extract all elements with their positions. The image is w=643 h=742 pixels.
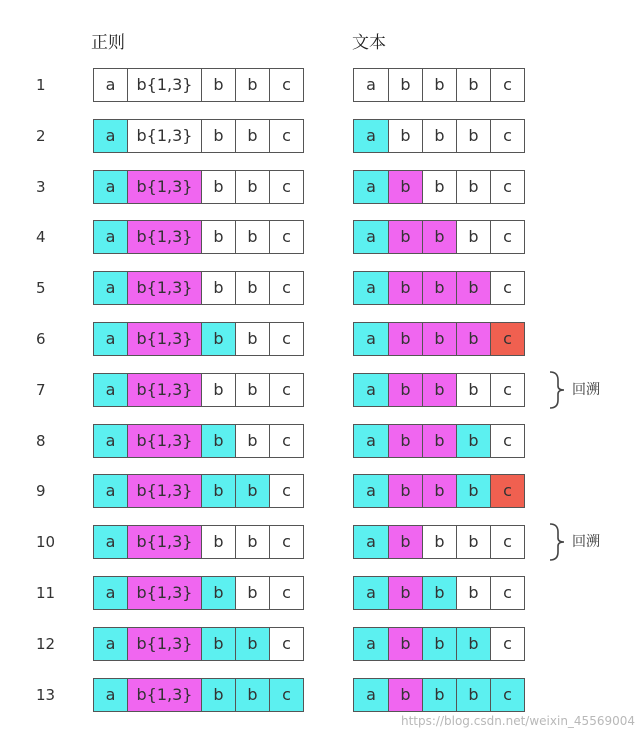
regex-cell: b bbox=[235, 69, 269, 101]
regex-cell: c bbox=[269, 475, 303, 507]
text-cell: b bbox=[456, 120, 490, 152]
text-cell: b bbox=[456, 374, 490, 406]
regex-cell: a bbox=[94, 323, 127, 355]
text-cell: c bbox=[490, 120, 524, 152]
text-cell: c bbox=[490, 628, 524, 660]
regex-cell: b bbox=[235, 679, 269, 711]
text-strip bbox=[353, 170, 525, 204]
text-cell: a bbox=[354, 475, 388, 507]
regex-cell: b bbox=[235, 272, 269, 304]
text-cell: a bbox=[354, 323, 388, 355]
regex-cell: c bbox=[269, 221, 303, 253]
text-cell: b bbox=[422, 272, 456, 304]
regex-strip bbox=[93, 322, 304, 356]
regex-cell: c bbox=[269, 526, 303, 558]
text-cell: b bbox=[388, 374, 422, 406]
regex-cell: b bbox=[235, 577, 269, 609]
text-cell: c bbox=[490, 69, 524, 101]
text-strip bbox=[353, 576, 525, 610]
text-cell: b bbox=[456, 221, 490, 253]
row-number: 13 bbox=[36, 686, 56, 704]
text-cell: a bbox=[354, 526, 388, 558]
regex-cell: b{1,3} bbox=[127, 475, 201, 507]
regex-cell: b{1,3} bbox=[127, 628, 201, 660]
regex-cell: c bbox=[269, 323, 303, 355]
text-cell: b bbox=[388, 577, 422, 609]
text-cell: b bbox=[388, 475, 422, 507]
text-cell: c bbox=[490, 272, 524, 304]
text-strip bbox=[353, 424, 525, 458]
text-cell: b bbox=[456, 526, 490, 558]
text-cell: b bbox=[422, 526, 456, 558]
regex-cell: b bbox=[201, 323, 235, 355]
text-cell: b bbox=[456, 628, 490, 660]
regex-cell: b{1,3} bbox=[127, 374, 201, 406]
text-cell: c bbox=[490, 526, 524, 558]
regex-cell: b{1,3} bbox=[127, 272, 201, 304]
regex-cell: b bbox=[235, 323, 269, 355]
regex-strip bbox=[93, 271, 304, 305]
regex-cell: a bbox=[94, 628, 127, 660]
text-cell: b bbox=[422, 577, 456, 609]
row-number: 7 bbox=[36, 381, 46, 399]
text-strip bbox=[353, 220, 525, 254]
text-cell: a bbox=[354, 69, 388, 101]
regex-strip bbox=[93, 119, 304, 153]
text-cell: a bbox=[354, 120, 388, 152]
text-cell: c bbox=[490, 679, 524, 711]
text-cell: b bbox=[456, 323, 490, 355]
text-cell: b bbox=[388, 171, 422, 203]
regex-cell: b{1,3} bbox=[127, 526, 201, 558]
regex-cell: b bbox=[201, 272, 235, 304]
text-strip bbox=[353, 373, 525, 407]
text-strip bbox=[353, 271, 525, 305]
text-cell: b bbox=[388, 679, 422, 711]
regex-strip bbox=[93, 678, 304, 712]
text-column-header: 文本 bbox=[352, 33, 386, 53]
regex-cell: b bbox=[235, 221, 269, 253]
regex-cell: a bbox=[94, 475, 127, 507]
regex-cell: a bbox=[94, 171, 127, 203]
text-cell: a bbox=[354, 679, 388, 711]
regex-cell: b bbox=[201, 577, 235, 609]
text-cell: c bbox=[490, 374, 524, 406]
text-cell: c bbox=[490, 323, 524, 355]
row-number: 10 bbox=[36, 533, 56, 551]
text-cell: c bbox=[490, 577, 524, 609]
regex-strip bbox=[93, 474, 304, 508]
text-cell: a bbox=[354, 425, 388, 457]
regex-strip bbox=[93, 525, 304, 559]
regex-cell: a bbox=[94, 221, 127, 253]
regex-cell: b{1,3} bbox=[127, 69, 201, 101]
text-cell: b bbox=[422, 425, 456, 457]
regex-cell: a bbox=[94, 272, 127, 304]
regex-cell: a bbox=[94, 425, 127, 457]
regex-strip bbox=[93, 373, 304, 407]
regex-cell: b{1,3} bbox=[127, 679, 201, 711]
text-cell: b bbox=[422, 628, 456, 660]
text-cell: c bbox=[490, 171, 524, 203]
text-cell: b bbox=[422, 374, 456, 406]
brace-icon bbox=[546, 370, 570, 410]
text-cell: a bbox=[354, 171, 388, 203]
regex-cell: a bbox=[94, 577, 127, 609]
regex-cell: c bbox=[269, 628, 303, 660]
text-strip bbox=[353, 322, 525, 356]
text-cell: b bbox=[456, 171, 490, 203]
text-cell: b bbox=[388, 323, 422, 355]
brace-icon bbox=[546, 522, 570, 562]
regex-cell: b bbox=[201, 475, 235, 507]
regex-cell: b bbox=[235, 628, 269, 660]
text-cell: b bbox=[388, 272, 422, 304]
text-cell: b bbox=[422, 120, 456, 152]
regex-cell: b bbox=[201, 425, 235, 457]
text-cell: a bbox=[354, 628, 388, 660]
regex-cell: a bbox=[94, 69, 127, 101]
text-cell: c bbox=[490, 221, 524, 253]
text-cell: b bbox=[456, 679, 490, 711]
regex-cell: b bbox=[201, 526, 235, 558]
row-number: 1 bbox=[36, 76, 46, 94]
regex-cell: c bbox=[269, 272, 303, 304]
text-cell: b bbox=[388, 526, 422, 558]
text-cell: b bbox=[456, 425, 490, 457]
regex-strip bbox=[93, 576, 304, 610]
regex-cell: b{1,3} bbox=[127, 221, 201, 253]
regex-cell: b bbox=[201, 374, 235, 406]
text-cell: a bbox=[354, 374, 388, 406]
regex-cell: b{1,3} bbox=[127, 323, 201, 355]
regex-cell: b{1,3} bbox=[127, 120, 201, 152]
regex-strip bbox=[93, 170, 304, 204]
backtrack-label: 回溯 bbox=[572, 382, 600, 398]
row-number: 2 bbox=[36, 127, 46, 145]
text-cell: c bbox=[490, 475, 524, 507]
row-number: 5 bbox=[36, 279, 46, 297]
text-cell: b bbox=[422, 323, 456, 355]
regex-cell: b bbox=[235, 374, 269, 406]
text-cell: b bbox=[422, 69, 456, 101]
text-cell: b bbox=[456, 272, 490, 304]
text-cell: b bbox=[422, 171, 456, 203]
regex-cell: b bbox=[201, 171, 235, 203]
regex-cell: a bbox=[94, 120, 127, 152]
backtrack-label: 回溯 bbox=[572, 534, 600, 550]
text-strip bbox=[353, 627, 525, 661]
regex-cell: a bbox=[94, 679, 127, 711]
regex-cell: c bbox=[269, 69, 303, 101]
text-cell: b bbox=[456, 475, 490, 507]
regex-cell: b{1,3} bbox=[127, 171, 201, 203]
row-number: 4 bbox=[36, 228, 46, 246]
text-cell: a bbox=[354, 221, 388, 253]
text-cell: b bbox=[388, 69, 422, 101]
text-strip bbox=[353, 678, 525, 712]
regex-cell: b bbox=[235, 425, 269, 457]
text-cell: a bbox=[354, 272, 388, 304]
text-cell: a bbox=[354, 577, 388, 609]
regex-strip bbox=[93, 220, 304, 254]
regex-cell: b bbox=[201, 679, 235, 711]
regex-cell: b bbox=[201, 120, 235, 152]
text-cell: b bbox=[422, 679, 456, 711]
text-strip bbox=[353, 119, 525, 153]
text-cell: b bbox=[456, 577, 490, 609]
text-cell: b bbox=[456, 69, 490, 101]
text-cell: b bbox=[388, 120, 422, 152]
text-cell: b bbox=[388, 425, 422, 457]
regex-strip bbox=[93, 68, 304, 102]
row-number: 8 bbox=[36, 432, 46, 450]
row-number: 9 bbox=[36, 482, 46, 500]
row-number: 11 bbox=[36, 584, 56, 602]
regex-cell: b bbox=[201, 221, 235, 253]
regex-cell: b bbox=[235, 171, 269, 203]
row-number: 3 bbox=[36, 178, 46, 196]
text-cell: b bbox=[388, 221, 422, 253]
text-cell: b bbox=[422, 221, 456, 253]
regex-cell: b bbox=[201, 628, 235, 660]
regex-cell: a bbox=[94, 526, 127, 558]
regex-cell: c bbox=[269, 577, 303, 609]
regex-cell: c bbox=[269, 679, 303, 711]
text-cell: b bbox=[388, 628, 422, 660]
row-number: 6 bbox=[36, 330, 46, 348]
text-cell: c bbox=[490, 425, 524, 457]
row-number: 12 bbox=[36, 635, 56, 653]
regex-cell: c bbox=[269, 120, 303, 152]
regex-column-header: 正则 bbox=[91, 33, 125, 53]
regex-cell: b{1,3} bbox=[127, 425, 201, 457]
regex-cell: b bbox=[201, 69, 235, 101]
regex-strip bbox=[93, 424, 304, 458]
regex-strip bbox=[93, 627, 304, 661]
regex-cell: a bbox=[94, 374, 127, 406]
text-strip bbox=[353, 68, 525, 102]
regex-cell: c bbox=[269, 425, 303, 457]
text-strip bbox=[353, 525, 525, 559]
regex-cell: b bbox=[235, 526, 269, 558]
regex-cell: b{1,3} bbox=[127, 577, 201, 609]
regex-cell: c bbox=[269, 171, 303, 203]
regex-cell: b bbox=[235, 475, 269, 507]
regex-cell: c bbox=[269, 374, 303, 406]
text-strip bbox=[353, 474, 525, 508]
watermark: https://blog.csdn.net/weixin_45569004 bbox=[400, 714, 635, 728]
text-cell: b bbox=[422, 475, 456, 507]
regex-cell: b bbox=[235, 120, 269, 152]
